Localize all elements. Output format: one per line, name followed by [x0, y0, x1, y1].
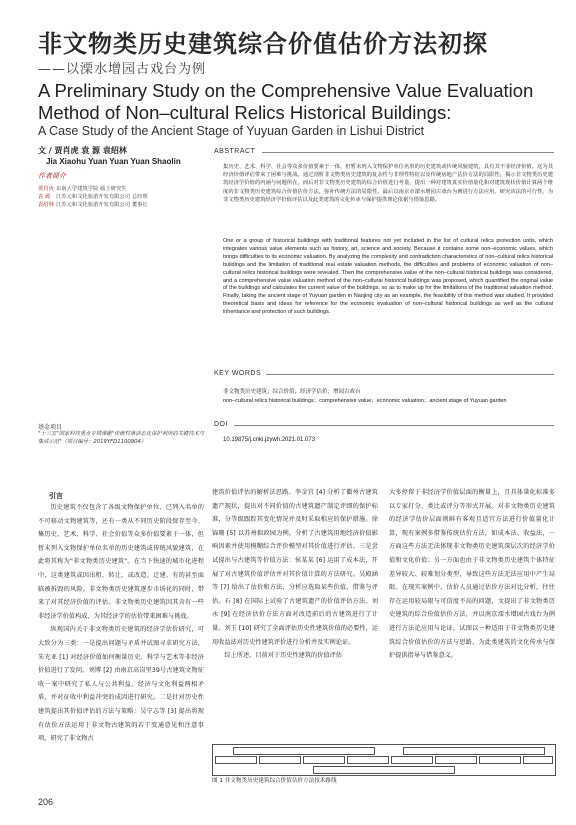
author-name: 袁 源: [38, 194, 51, 200]
body-paragraph: 建筑价值评估的解析法思路。李金宜 [4] 分析了衢州古建筑遗产现状，提出对不同价值的古建筑遗产制定评细的保护标准，分等级跟踪其变化情况并及时采取相应的保护措施。徐锦珊 [5] 以苏州拙政园为例，分析了古建筑用地经济价值影响因素并使用模糊综合评价模型对其价值进行评估。三是尝试提出与古建筑等价值方法：侯某某 [6] 运用了成本法，开展了对古建筑价值评估并对其价值计算的方法研究。吴殿涵等 [7] 给出了估价和方法，分析应选取某些价值、借鉴与评估。石 [8] 在国际上试验了古建筑遗产的价值评估方法。刘永 [9] 在经济估价方法方面对改造前后的古建筑进行了计量。刘玉 [10] 研究了全面评估历史性建筑价值的必要性，运用收益法对历史性建筑评价进行分析并及实例论证。: [212, 489, 378, 646]
abstract-cn: 集历史、艺术、科学、社会等众多价值要素于一体，但暂未列入文物保护单位名单的历史建筑或传统风貌建筑，具有其不菲经济价值。这为其经济价值评估带来了困难与挑战。通过剖析非文物类历史建筑的复杂性与非理性特征以及传统房地产估价方法的局限性，揭示非文物类历史建筑经济学价值的内涵与问题所在，而后对非文物类历史建筑的综合价值进行考量，提出一种对建筑真实价值量化和对建筑现状价值计算两个维度的非文物类历史建筑综合价值估价方法，弥补传统方法的局限性。最后以南京市溧水增园古戏台为例进行方法应用，研究该法的可行性，为非文物类历史建筑经济学价值评估以及此类建筑的文化传承与保护提供理论依据与借鉴思路。: [223, 164, 553, 203]
abstract-rule: [262, 152, 554, 153]
keywords-label: KEY WORDS: [214, 370, 262, 377]
body-paragraph: 大多停留于非经济学价值层面的衡量上，且具体量化标准多以专家打分、类比或评分等形式开展。对非文物类历史建筑的经济学估价层面则鲜有客观且适宜方法进行价值量化计算，现有案例多借鉴传统估价方法，如成本法、收益法，一方面这些方法无法体现非文物类历史建筑深层次的经济学价值和文化价值；另一方面也由于非文物类历史建筑个体特征差异较大、较难划分类型，导致这些方法无法应用中产生局限。在现实案例中，估价人员通过估价方法对比分析，往往存在运用较局限与可信度不高的问题，文提出了非文物类历史建筑的综合价值估价方法，并以南京溧水增园古戏台为例进行方法论应用与论证，试图以一种适用于非文物类历史建筑综合价值估价的方法与思路，为此类建筑的文化传承与保护提供指导与借鉴意义。: [389, 489, 555, 660]
figure-box: [233, 747, 375, 755]
figure-box: [347, 756, 389, 764]
figure-box: [479, 756, 521, 764]
body-column-1: [38, 501, 204, 795]
abstract-label: ABSTRACT: [214, 148, 256, 155]
author-desc: 江苏元和文化旅游开发有限公司 总经理: [56, 194, 148, 200]
author-intro-row: [38, 184, 127, 192]
authors-en: Jia Xiaohu Yuan Yuan Yuan Shaolin: [46, 157, 181, 166]
body-paragraph: 纵观国内关于非文物类历史建筑的经济学估价研究，可大致分为三类：一是提出问题与矛盾并试图寻求研究方法，朱光亚 [1] 对经济价值如何衡量历史、科学与艺术等非经济价值进行了发问。刘博 [2] 由南京高岗里39号古建筑文物征收一案中研究了私人与公共利益、经济与文化利益两相矛盾，并对征收中利益冲突的成因进行研究。二是针对历史性建筑提出其价值评估的方法与策略：吴宁志等 [3] 提出将现有估价方法运用于非文物古建筑的若干变通意见和注意事项，研究了非文物古: [38, 626, 204, 743]
page-title: 非文物类历史建筑综合价值估价方法初探: [38, 30, 488, 58]
figure-box: [391, 756, 433, 764]
figure-box: [215, 756, 257, 764]
author-intro-heading: 作者简介: [38, 172, 66, 180]
author-desc: 江苏元和文化旅游开发有限公司 董事长: [56, 202, 148, 208]
fund-text: "十三五"国家科技重点专项课题"传统村落活态化保护利用的关键技术与集成示范"（项目编号：2019YFD1100904）: [38, 431, 205, 445]
page-subtitle: ——以溧水增园古戏台为例: [38, 62, 207, 77]
fund-heading: 基金项目: [38, 424, 63, 431]
authors-cn: 文 / 贾肖虎 袁 源 袁绍林: [38, 146, 127, 155]
author-name: 贾肖虎: [38, 186, 54, 192]
english-title: A Preliminary Study on the Comprehensive Value Evaluation Method of Non–cultural Relics Historical Buildings:: [38, 80, 534, 123]
doi-rule: [234, 425, 554, 426]
body-column-3: [389, 486, 555, 740]
technical-route-figure: [212, 744, 556, 776]
keywords-cn: 非文物类历史建筑；综合价值；经济学估价；增园古戏台: [223, 389, 361, 395]
intro-title: 引言: [49, 492, 63, 500]
body-column-2: [212, 486, 378, 740]
abstract-en: One or a group of historical buildings with traditional features not yet included in the list of cultural relics protection units, which integrates various value elements such as history, art, science and society. Because it contains some non–economic values, which brings difficulties to its economic valuation. By analyzing the complexity and contradiction characteristics of non–cultural relics historical buildings and the limitation of traditional real estate valuation methods, the difficulties and problems of economic valuation of non–cultural relics historical buildings were revealed. Then the comprehensive value of the non–cultural historical buildings was considered, and a comprehensive value valuation method of the non–cultural historical buildings was proposed, which quantified the original value of the buildings and calculates the current value of the buildings, so as to make up for the limitations of the traditional valuation method. Finally, taking the ancient stage of Yuyuan garden in Nanjing city as an example, the feasibility of this method was studied. It provided theoretical basis and ideas for reference for the economic evaluation of non–cultural historical buildings as well as the cultural inheritance and protection of such buildings.: [223, 238, 553, 316]
figure-box: [523, 756, 553, 764]
figure-box: [303, 756, 345, 764]
author-intro-row: [38, 192, 148, 200]
figure-box: [403, 747, 545, 755]
body-paragraph: 历史建筑不仅包含了各级文物保护单位、已列入名单的不可移动文物建筑等，还有一类从不同历史阶段保存至今、集历史、艺术、科学、社会价值等众多价值要素于一体，但暂未列入文物保护单位名单的历史建筑或传统风貌建筑，在此将其称为"非文物类历史建筑"。在当下快速的城市化进程中，这类建筑或因出租、转让、或改造、迁建、有的甚至面临被拆毁的风险。非文物类历史建筑逐步市场化的同时，带来了对其经济价值的评估。非文物类历史建筑因其含有一些非经济学价值构成，为其经济学的估价带来困难与挑战。: [38, 504, 204, 620]
figure-caption: 图 1 非文物类历史建筑综合价值估价方法技术路线: [212, 778, 337, 784]
english-subtitle: A Case Study of the Ancient Stage of Yuyuan Garden in Lishui District: [38, 124, 425, 138]
figure-box: [259, 756, 301, 764]
figure-box: [435, 756, 477, 764]
author-intro-row: [38, 200, 148, 208]
doi-label: DOI: [214, 421, 228, 428]
page-number: 206: [38, 797, 54, 807]
keywords-en: non–cultural relics historical buildings；comprehensive value；economic valuation；ancient stage of Yuyuan garden: [223, 398, 507, 404]
body-paragraph: 综上所述，目前对于历史性建筑的价值评估: [224, 652, 342, 660]
author-desc: 东南大学建筑学院 硕士研究生: [56, 186, 127, 192]
keywords-rule: [266, 374, 554, 375]
doi-value: 10.19875/j.cnki.jzywh.2021.01.073: [223, 437, 316, 443]
figure-box: [313, 766, 455, 774]
author-name: 袁绍林: [38, 202, 54, 208]
